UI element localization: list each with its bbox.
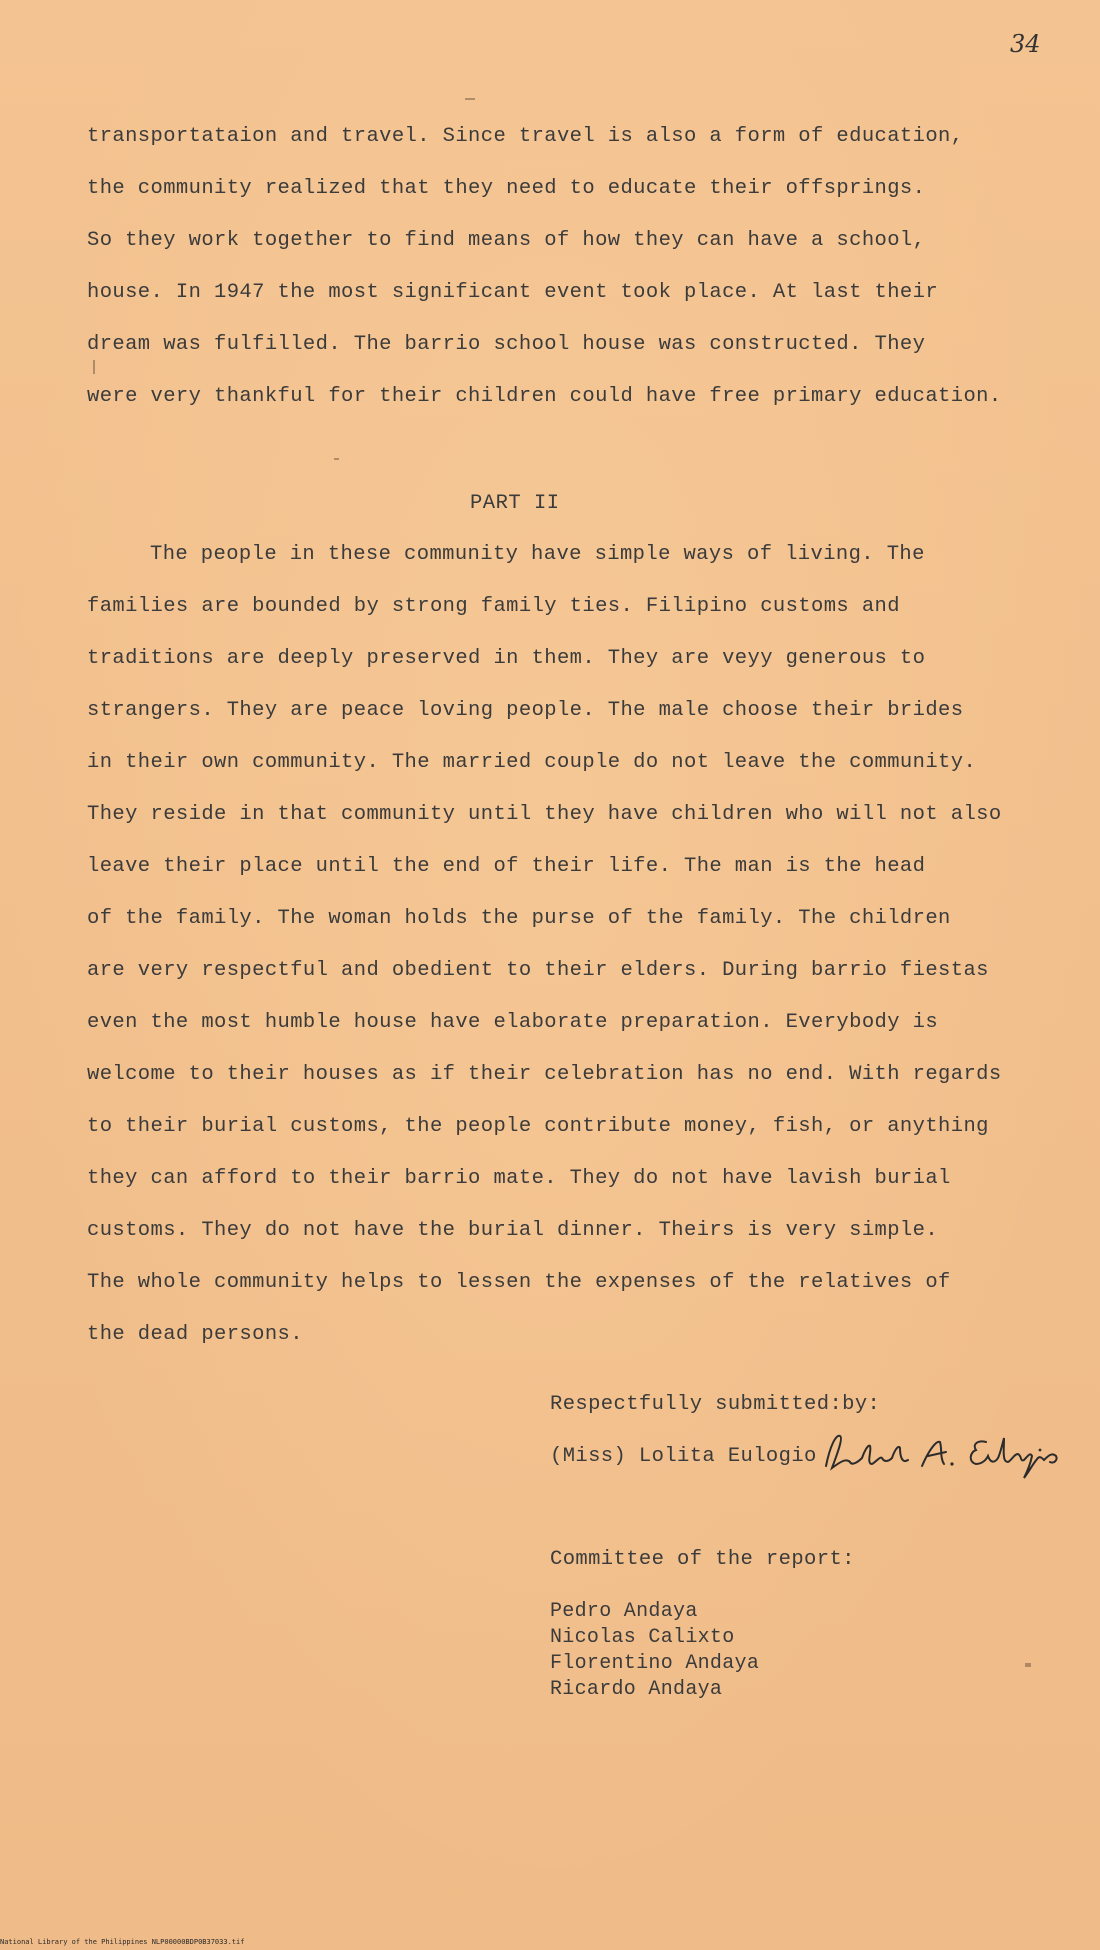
committee-member: Nicolas Calixto <box>550 1626 735 1649</box>
scan-speck <box>1025 1663 1031 1667</box>
handwritten-signature <box>818 1422 1068 1482</box>
section-heading: PART II <box>470 492 560 515</box>
body-line: The people in these community have simple ways of living. The <box>150 543 925 566</box>
committee-member: Florentino Andaya <box>550 1652 760 1675</box>
body-line: leave their place until the end of their life. The man is the head <box>87 855 926 878</box>
body-line: were very thankful for their children could have free primary education. <box>87 385 1002 408</box>
scan-speck <box>334 458 339 460</box>
page-number: 34 <box>1010 30 1041 58</box>
body-line: are very respectful and obedient to their elders. During barrio fiestas <box>87 959 989 982</box>
body-line: The whole community helps to lessen the expenses of the relatives of <box>87 1271 951 1294</box>
body-line: They reside in that community until they have children who will not also <box>87 803 1002 826</box>
body-line: of the family. The woman holds the purse of the family. The children <box>87 907 951 930</box>
scan-speck <box>93 360 95 374</box>
committee-member: Ricardo Andaya <box>550 1678 723 1701</box>
body-line: dream was fulfilled. The barrio school house was constructed. They <box>87 333 926 356</box>
body-line: families are bounded by strong family ties. Filipino customs and <box>87 595 900 618</box>
archive-footer: National Library of the Philippines NLP00000BDP0B37033.tif <box>0 1938 245 1946</box>
body-line: welcome to their houses as if their celebration has no end. With regards <box>87 1063 1002 1086</box>
body-line: house. In 1947 the most significant event took place. At last their <box>87 281 939 304</box>
body-line: in their own community. The married couple do not leave the community. <box>87 751 977 774</box>
body-line: to their burial customs, the people contribute money, fish, or anything <box>87 1115 989 1138</box>
body-line: they can afford to their barrio mate. They do not have lavish burial <box>87 1167 951 1190</box>
submitted-by-label: Respectfully submitted:by: <box>550 1393 881 1416</box>
body-line: strangers. They are peace loving people. The male choose their brides <box>87 699 964 722</box>
body-line: the community realized that they need to educate their offsprings. <box>87 177 926 200</box>
submitter-name: (Miss) Lolita Eulogio <box>550 1445 817 1468</box>
body-line: transportataion and travel. Since travel is also a form of education, <box>87 125 964 148</box>
body-line: traditions are deeply preserved in them. They are veyy generous to <box>87 647 926 670</box>
body-line: So they work together to find means of how they can have a school, <box>87 229 926 252</box>
body-line: even the most humble house have elaborate preparation. Everybody is <box>87 1011 939 1034</box>
body-line: customs. They do not have the burial dinner. Theirs is very simple. <box>87 1219 939 1242</box>
committee-heading: Committee of the report: <box>550 1548 855 1571</box>
scan-speck <box>465 98 475 100</box>
committee-member: Pedro Andaya <box>550 1600 698 1623</box>
body-line: the dead persons. <box>87 1323 303 1346</box>
